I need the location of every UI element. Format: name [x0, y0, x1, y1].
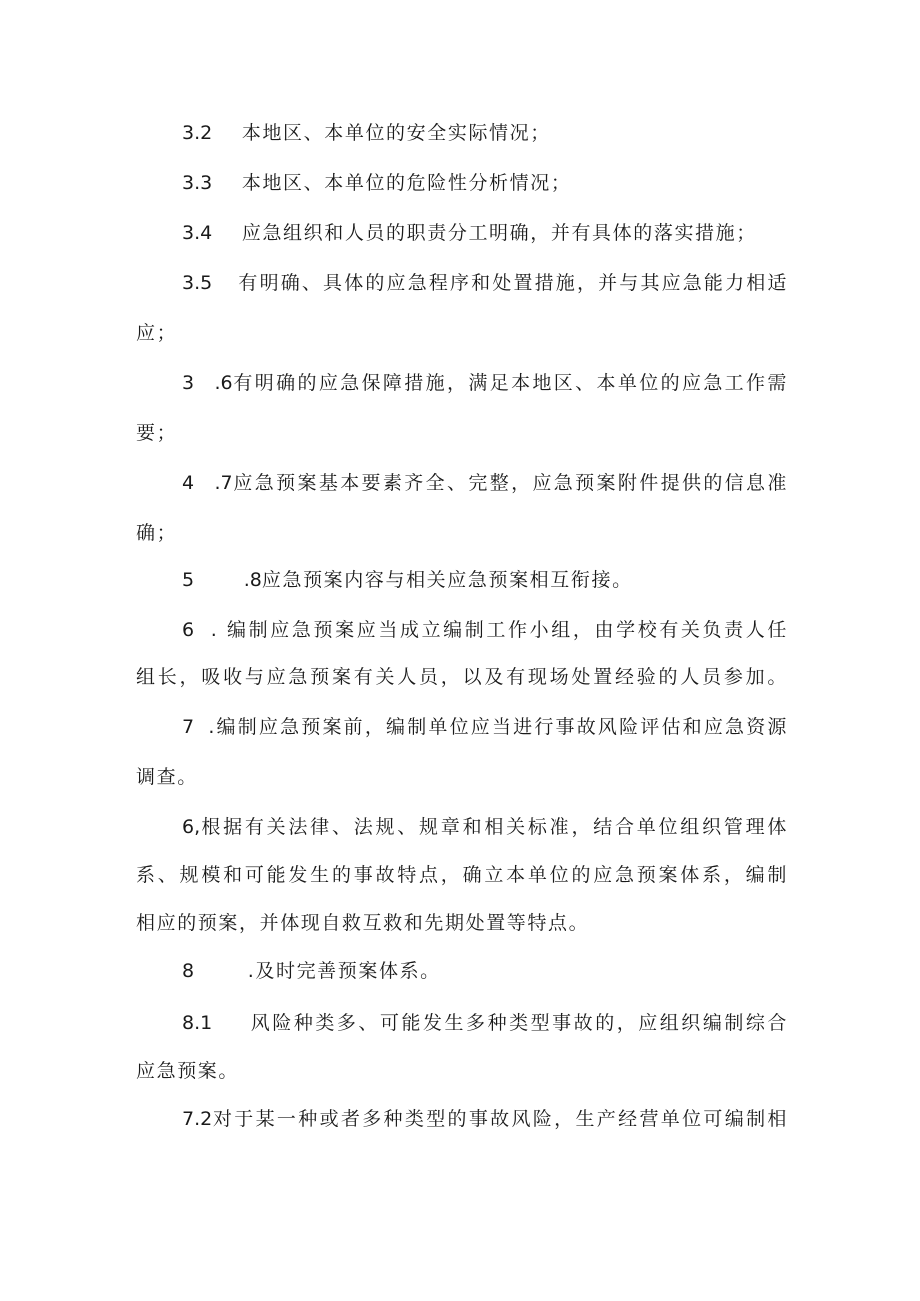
item-text: 应急组织和人员的职责分工明确，并有具体的落实措施； — [241, 222, 757, 244]
paragraph-6b-line-1 — [182, 814, 788, 840]
item-number: 3 — [182, 372, 195, 394]
paragraph-6-line-2: 组长，吸收与应急预案有关人员，以及有现场处置经验的人员参加。 — [136, 666, 788, 688]
paragraph-3-6-line-2: 要； — [136, 422, 178, 444]
item-text: 对于某一种或者多种类型的事故风险，生产经营单位可编制相 — [212, 1108, 788, 1130]
paragraph-8-1-line-1 — [182, 1010, 788, 1036]
paragraph-3-7-line-2: 确； — [136, 522, 178, 544]
paragraph-3-2 — [182, 120, 551, 146]
paragraph-6b-line-3: 相应的预案，并体现自救互救和先期处置等特点。 — [136, 912, 590, 934]
item-text: 有明确、具体的应急程序和处置措施，并与其应急能力相适 — [238, 272, 788, 294]
paragraph-7-2-line-1 — [182, 1106, 788, 1132]
paragraph-3-5-line-1 — [182, 270, 788, 296]
paragraph-6-line-1 — [182, 617, 788, 643]
item-text: . 编制应急预案应当成立编制工作小组，由学校有关负责人任 — [210, 619, 788, 641]
item-number: 5 — [182, 569, 195, 591]
paragraph-7-line-2: 调查。 — [136, 766, 198, 788]
paragraph-3-5-line-2: 应； — [136, 322, 178, 344]
item-number: 6, — [182, 816, 201, 838]
item-number: 4 — [182, 472, 195, 494]
item-text: 根据有关法律、法规、规章和相关标准，结合单位组织管理体 — [200, 816, 788, 838]
item-text: 本地区、本单位的安全实际情况； — [241, 122, 551, 144]
paragraph-3-3 — [182, 170, 571, 196]
item-number: 3.2 — [182, 122, 213, 144]
item-number: 8 — [182, 960, 195, 982]
item-number: 7 — [182, 716, 195, 738]
item-number: 3.3 — [182, 172, 213, 194]
paragraph-8-1-line-2: 应急预案。 — [136, 1060, 240, 1082]
item-subnumber: .7 — [214, 472, 233, 494]
paragraph-3-6-line-1 — [182, 370, 788, 396]
paragraph-3-4 — [182, 220, 757, 246]
paragraph-6b-line-2: 系、规模和可能发生的事故特点，确立本单位的应急预案体系，编制 — [136, 864, 788, 886]
item-subnumber: .8 — [243, 569, 262, 591]
paragraph-7-line-1 — [182, 714, 788, 740]
item-text: 有明确的应急保障措施，满足本地区、本单位的应急工作需 — [232, 372, 788, 394]
item-text: 应急预案内容与相关应急预案相互衔接。 — [261, 569, 633, 591]
item-number: 8.1 — [182, 1012, 213, 1034]
item-subnumber: .6 — [214, 372, 233, 394]
item-text: 本地区、本单位的危险性分析情况； — [241, 172, 572, 194]
item-number: 3.4 — [182, 222, 213, 244]
item-number: 7.2 — [182, 1108, 213, 1130]
paragraph-3-8 — [182, 567, 633, 593]
item-number: 6 — [182, 619, 195, 641]
item-text: 风险种类多、可能发生多种类型事故的，应组织编制综合 — [250, 1012, 788, 1034]
paragraph-3-7-line-1 — [182, 470, 788, 496]
item-text: .及时完善预案体系。 — [247, 960, 441, 982]
item-text: 应急预案基本要素齐全、完整，应急预案附件提供的信息准 — [232, 472, 788, 494]
item-text: .编制应急预案前，编制单位应当进行事故风险评估和应急资源 — [208, 716, 789, 738]
item-number: 3.5 — [182, 272, 213, 294]
paragraph-8 — [182, 958, 441, 984]
